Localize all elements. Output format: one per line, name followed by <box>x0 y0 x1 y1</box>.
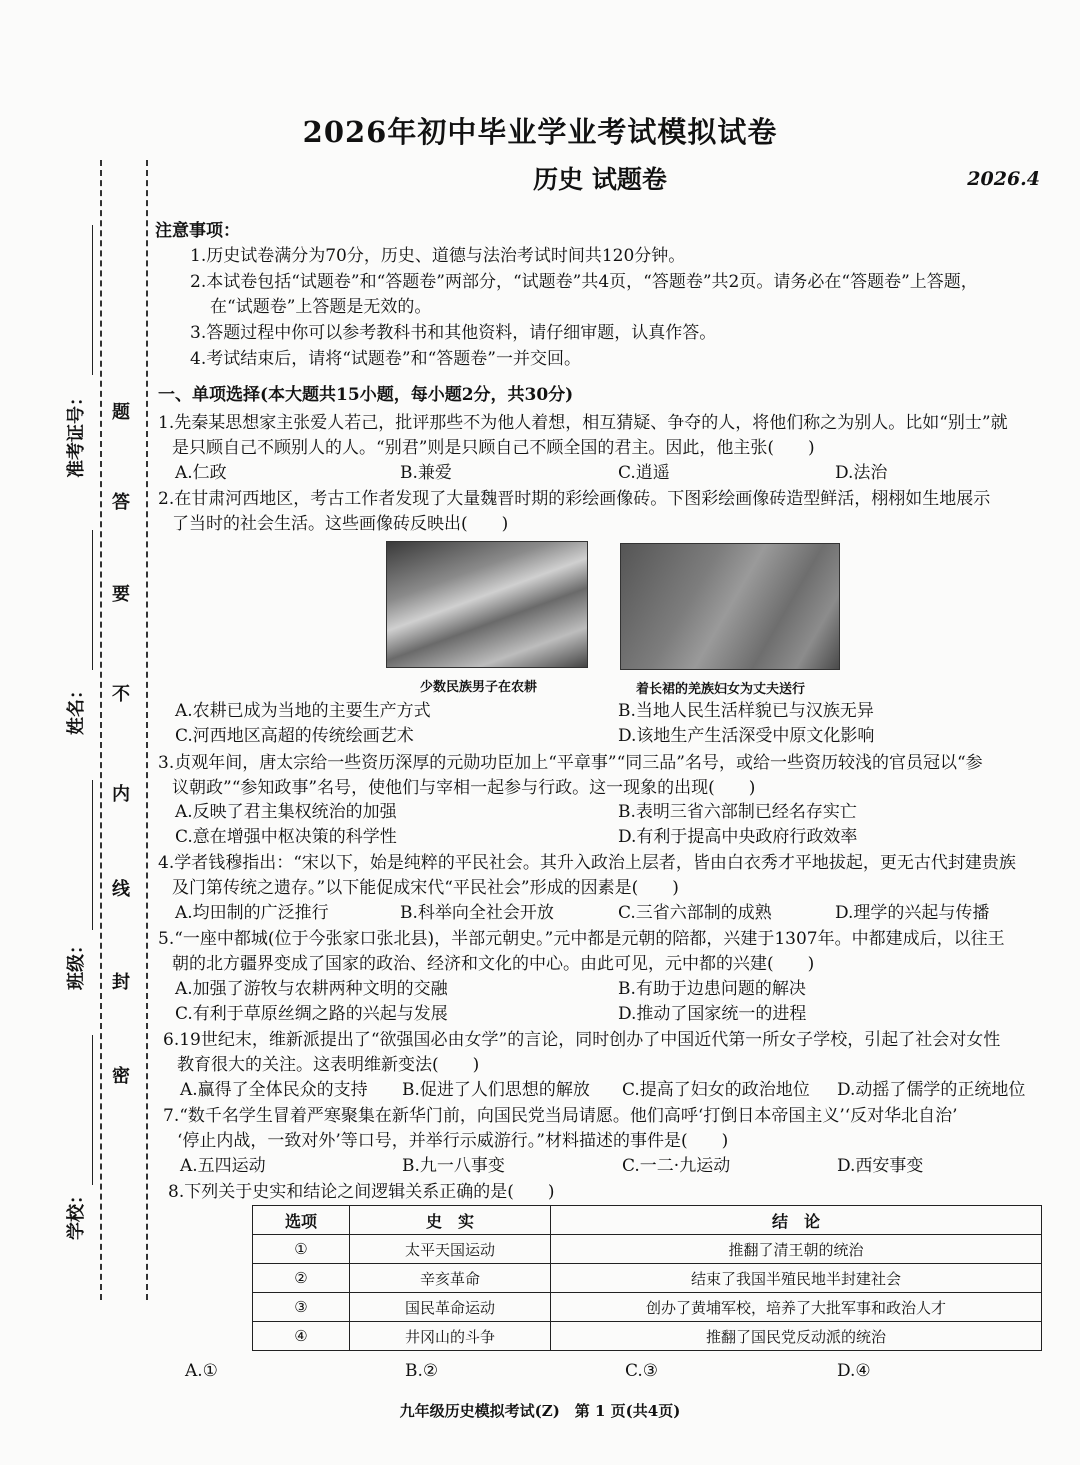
option[interactable]: D.有利于提高中央政府行政效率 <box>618 827 858 847</box>
school-field[interactable] <box>92 1035 93 1185</box>
option[interactable]: B.科举向全社会开放 <box>400 903 554 923</box>
option[interactable]: A.五四运动 <box>180 1156 266 1176</box>
table-row <box>253 1293 1042 1322</box>
option[interactable]: D.理学的兴起与传播 <box>835 903 990 923</box>
option[interactable]: B.九一八事变 <box>402 1156 505 1176</box>
question-line: 2.在甘肃河西地区，考古工作者发现了大量魏晋时期的彩绘画像砖。下图彩绘画像砖造型鲜活，栩栩如生地展示 <box>158 489 991 509</box>
question-line: 5.“一座中都城(位于今张家口张北县)，半部元朝史。”元中都是元朝的陪都，兴建于1307年。中都建成后，以往王 <box>158 929 1005 949</box>
binding-char: 要 <box>112 584 130 605</box>
notice-item: 3.答题过程中你可以参考教科书和其他资料，请仔细审题，认真作答。 <box>190 323 717 343</box>
question-line: 7.“数千名学生冒着严寒聚集在新华门前，向国民党当局请愿。他们高呼‘打倒日本帝国主义’‘反对华北自治’ <box>163 1106 958 1126</box>
question-line: 6.19世纪末，维新派提出了“欲强国必由女学”的言论，同时创办了中国近代第一所女子学校，引起了社会对女性 <box>163 1030 1001 1050</box>
option[interactable]: D.该地生产生活深受中原文化影响 <box>618 726 875 746</box>
notice-item: 2.本试卷包括“试题卷”和“答题卷”两部分，“试题卷”共4页，“答题卷”共2页。请务必在“答题卷”上答题， <box>190 272 978 292</box>
option[interactable]: B.表明三省六部制已经名存实亡 <box>618 802 857 822</box>
option[interactable]: A.反映了君主集权统治的加强 <box>175 802 397 822</box>
painted-brick-photo-farming <box>386 541 588 668</box>
option[interactable]: B.有助于边患问题的解决 <box>618 979 806 999</box>
name-field[interactable] <box>92 530 93 670</box>
exam-title: 2026年初中毕业学业考试模拟试卷 <box>302 115 778 149</box>
table-row <box>253 1235 1042 1264</box>
table-row <box>253 1322 1042 1351</box>
q8-table <box>252 1205 1042 1351</box>
table-cell: 井冈山的斗争 <box>350 1322 551 1351</box>
table-cell: ③ <box>253 1293 350 1322</box>
table-cell: ④ <box>253 1322 350 1351</box>
table-cell: 辛亥革命 <box>350 1264 551 1293</box>
page-footer: 九年级历史模拟考试(Z) 第 1 页(共4页) <box>399 1402 681 1420</box>
exam-date: 2026.4 <box>967 168 1040 190</box>
binding-char: 封 <box>112 972 130 993</box>
notice-heading: 注意事项： <box>155 221 240 241</box>
option[interactable]: A.仁政 <box>175 463 227 483</box>
table-cell: ① <box>253 1235 350 1264</box>
question-line: 4.学者钱穆指出：“宋以下，始是纯粹的平民社会。其升入政治上层者，皆由白衣秀才平地拔起，更无古代封建贵族 <box>158 853 1016 873</box>
option[interactable]: B.② <box>405 1361 439 1381</box>
notice-item: 4.考试结束后，请将“试题卷”和“答题卷”一并交回。 <box>190 349 581 369</box>
binding-char: 内 <box>112 784 130 805</box>
table-header: 史 实 <box>350 1206 551 1235</box>
option[interactable]: C.三省六部制的成熟 <box>618 903 772 923</box>
option[interactable]: B.当地人民生活样貌已与汉族无异 <box>618 701 874 721</box>
option[interactable]: C.有利于草原丝绸之路的兴起与发展 <box>175 1004 448 1024</box>
binding-dashed-line-inner <box>146 160 148 1300</box>
option[interactable]: C.提高了妇女的政治地位 <box>622 1080 810 1100</box>
binding-char: 线 <box>112 879 130 900</box>
question-line: 8.下列关于史实和结论之间逻辑关系正确的是( ) <box>168 1182 555 1202</box>
photo-caption: 着长裙的羌族妇女为丈夫送行 <box>636 682 806 697</box>
option[interactable]: A.均田制的广泛推行 <box>175 903 329 923</box>
notice-item: 1.历史试卷满分为70分，历史、道德与法治考试时间共120分钟。 <box>190 246 686 266</box>
option[interactable]: C.逍遥 <box>618 463 670 483</box>
option[interactable]: D.推动了国家统一的进程 <box>618 1004 807 1024</box>
option[interactable]: C.③ <box>625 1361 659 1381</box>
binding-char: 不 <box>112 684 130 705</box>
photo-caption: 少数民族男子在农耕 <box>420 680 538 695</box>
table-cell: ② <box>253 1264 350 1293</box>
binding-char: 题 <box>112 402 130 423</box>
name-label: 姓名： <box>66 681 87 735</box>
table-row <box>253 1264 1042 1293</box>
section-heading: 一、单项选择(本大题共15小题，每小题2分，共30分) <box>158 385 574 405</box>
exam-subtitle: 历史 试题卷 <box>533 165 667 194</box>
class-field[interactable] <box>92 780 93 930</box>
table-header: 结 论 <box>551 1206 1042 1235</box>
question-line: 3.贞观年间，唐太宗给一些资历深厚的元勋功臣加上“平章事”“同三品”名号，或给一些资历较浅的官员冠以“参 <box>158 753 983 773</box>
question-line: 是只顾自己不顾别人的人。“别君”则是只顾自己不顾全国的君主。因此，他主张( ) <box>172 438 815 458</box>
binding-char: 答 <box>112 492 130 513</box>
table-cell: 结束了我国半殖民地半封建社会 <box>551 1264 1042 1293</box>
question-line: ‘停止内战，一致对外’等口号，并举行示威游行。”材料描述的事件是( ) <box>177 1131 729 1151</box>
question-line: 及门第传统之遗存。”以下能促成宋代“平民社会”形成的因素是( ) <box>172 878 679 898</box>
binding-dashed-line-outer <box>100 160 102 1300</box>
option[interactable]: A.① <box>185 1361 218 1381</box>
option[interactable]: A.农耕已成为当地的主要生产方式 <box>175 701 431 721</box>
option[interactable]: C.河西地区高超的传统绘画艺术 <box>175 726 414 746</box>
option[interactable]: D.法治 <box>835 463 888 483</box>
table-cell: 推翻了清王朝的统治 <box>551 1235 1042 1264</box>
option[interactable]: B.兼爱 <box>400 463 452 483</box>
class-label: 班级： <box>66 936 87 990</box>
exam-number-label: 准考证号： <box>66 388 87 478</box>
option[interactable]: C.意在增强中枢决策的科学性 <box>175 827 397 847</box>
option[interactable]: D.动摇了儒学的正统地位 <box>837 1080 1026 1100</box>
option[interactable]: B.促进了人们思想的解放 <box>402 1080 590 1100</box>
table-cell: 推翻了国民党反动派的统治 <box>551 1322 1042 1351</box>
option[interactable]: D.④ <box>837 1361 871 1381</box>
question-line: 朝的北方疆界变成了国家的政治、经济和文化的中心。由此可见，元中都的兴建( ) <box>172 954 815 974</box>
option[interactable]: A.赢得了全体民众的支持 <box>180 1080 368 1100</box>
option[interactable]: D.西安事变 <box>837 1156 924 1176</box>
notice-item: 在“试题卷”上答题是无效的。 <box>210 297 432 317</box>
painted-brick-photo-farewell <box>620 543 840 670</box>
table-cell: 创办了黄埔军校，培养了大批军事和政治人才 <box>551 1293 1042 1322</box>
option[interactable]: A.加强了游牧与农耕两种文明的交融 <box>175 979 448 999</box>
table-cell: 国民革命运动 <box>350 1293 551 1322</box>
binding-char: 密 <box>112 1066 130 1087</box>
school-label: 学校： <box>66 1186 87 1240</box>
exam-number-field[interactable] <box>92 225 93 375</box>
question-line: 了当时的社会生活。这些画像砖反映出( ) <box>172 514 509 534</box>
question-line: 教育很大的关注。这表明维新变法( ) <box>177 1055 480 1075</box>
question-line: 议朝政”“参知政事”名号，使他们与宰相一起参与行政。这一现象的出现( ) <box>172 778 756 798</box>
option[interactable]: C.一二·九运动 <box>622 1156 731 1176</box>
question-line: 1.先秦某思想家主张爱人若己，批评那些不为他人着想，相互猜疑、争夺的人，将他们称之为别人。比如“别士”就 <box>158 413 1008 433</box>
table-cell: 太平天国运动 <box>350 1235 551 1264</box>
table-header: 选项 <box>253 1206 350 1235</box>
